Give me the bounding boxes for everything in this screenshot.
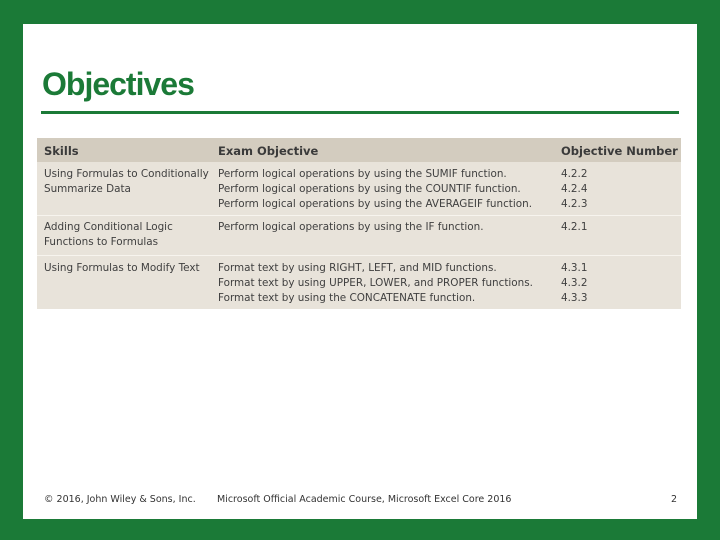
skill-text: Functions to Formulas [44, 236, 159, 248]
objective-text: Format text by using the CONCATENATE function. [218, 292, 476, 304]
table-header [37, 138, 681, 162]
footer-course: Microsoft Official Academic Course, Microsoft Excel Core 2016 [217, 494, 512, 505]
objective-number: 4.2.2 [561, 168, 588, 180]
objective-number: 4.2.3 [561, 198, 588, 210]
objectives-table [37, 138, 681, 309]
objective-number: 4.3.2 [561, 277, 588, 289]
objective-text: Perform logical operations by using the IF function. [218, 221, 484, 233]
exam-objective-cell [218, 220, 484, 235]
exam-objective-cell [218, 261, 533, 306]
skill-text: Using Formulas to Conditionally [44, 168, 209, 180]
objective-text: Perform logical operations by using the AVERAGEIF function. [218, 198, 533, 210]
header-objective-number: Objective Number [561, 144, 678, 158]
skill-text: Adding Conditional Logic [44, 221, 173, 233]
footer-copyright: © 2016, John Wiley & Sons, Inc. [44, 494, 196, 505]
objective-text: Format text by using RIGHT, LEFT, and MID functions. [218, 262, 497, 274]
objective-number: 4.3.3 [561, 292, 588, 304]
skill-cell [44, 220, 173, 250]
table-row [37, 215, 681, 256]
objective-text: Format text by using UPPER, LOWER, and PROPER functions. [218, 277, 533, 289]
skill-text: Summarize Data [44, 183, 131, 195]
header-exam-objective: Exam Objective [218, 144, 319, 158]
objective-text: Perform logical operations by using the SUMIF function. [218, 168, 507, 180]
title-divider [41, 111, 679, 114]
objective-text: Perform logical operations by using the COUNTIF function. [218, 183, 521, 195]
table-row [37, 162, 681, 215]
slide [23, 24, 697, 519]
objective-number-cell [561, 220, 587, 235]
header-skills: Skills [44, 144, 79, 158]
exam-objective-cell [218, 167, 532, 212]
objective-number: 4.2.1 [561, 221, 588, 233]
skill-cell [44, 261, 200, 276]
objective-number-cell [561, 261, 587, 306]
skill-cell [44, 167, 209, 197]
objective-number: 4.2.4 [561, 183, 588, 195]
objective-number: 4.3.1 [561, 262, 588, 274]
table-row [37, 255, 681, 310]
page-number: 2 [671, 494, 678, 505]
skill-text: Using Formulas to Modify Text [44, 262, 200, 274]
slide-title: Objectives [42, 66, 194, 102]
objective-number-cell [561, 167, 587, 212]
